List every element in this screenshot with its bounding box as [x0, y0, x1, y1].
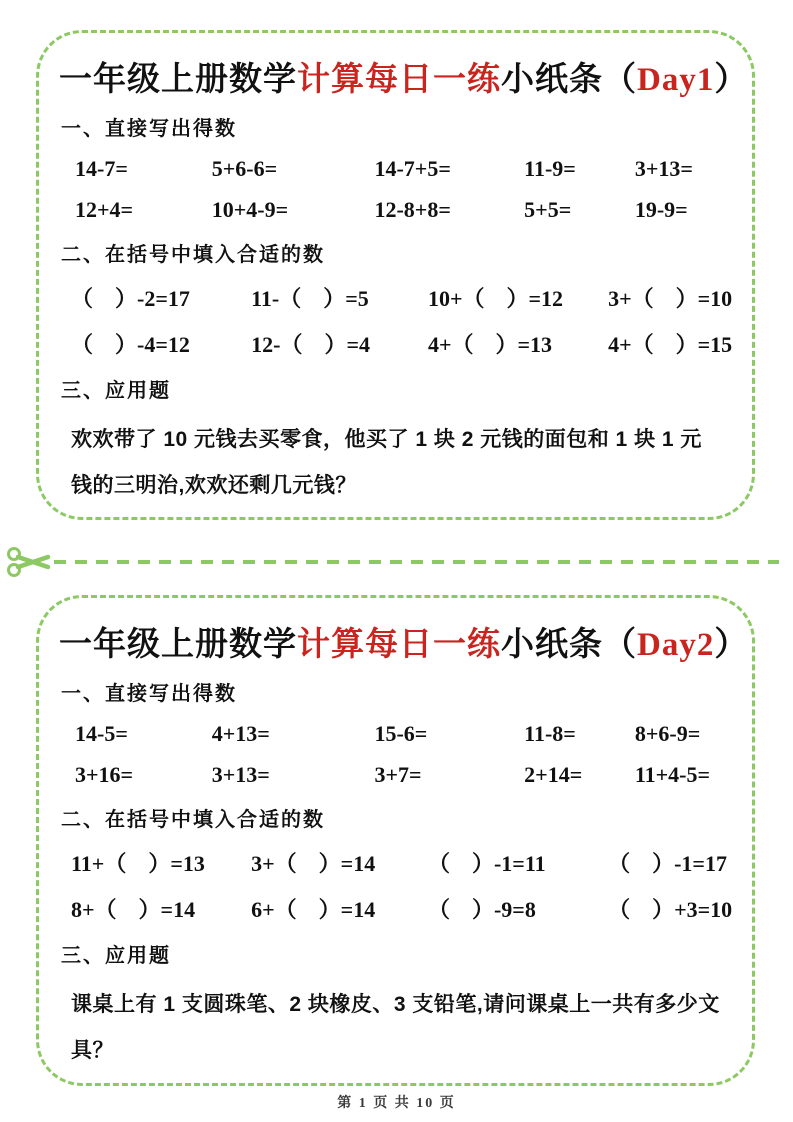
- math-problem: 5+6-6=: [211, 156, 278, 181]
- section1-heading: 一、直接写出得数: [61, 118, 237, 140]
- math-problem: 12-（ ）=4: [251, 332, 370, 357]
- math-problem: （ ）-4=12: [71, 332, 190, 357]
- word-problem-text: 欢欢带了 10 元钱去买零食，他买了 1 块 2 元钱的面包和 1 块 1 元钱的三明治,欢欢还剩几元钱？: [71, 428, 702, 497]
- math-problem: 8+（ ）=14: [71, 897, 196, 922]
- problem-row: [59, 282, 733, 313]
- title-highlight-text: 计算每日一练: [297, 627, 501, 663]
- math-problem: 12-8+8=: [374, 197, 451, 222]
- section1-heading: 一、直接写出得数: [61, 683, 237, 705]
- section3-heading: 三、应用题: [61, 945, 171, 967]
- title-paren-close: ）: [714, 62, 749, 98]
- cut-divider: [0, 544, 793, 580]
- math-problem: 10+4-9=: [211, 197, 289, 222]
- math-problem: 3+（ ）=10: [608, 286, 733, 311]
- section2-heading: 二、在括号中填入合适的数: [61, 244, 325, 266]
- math-problem: 3+13=: [634, 156, 693, 181]
- math-problem: （ ）-1=11: [427, 851, 546, 876]
- math-problem: 11-（ ）=5: [251, 286, 369, 311]
- problem-row: [59, 762, 726, 788]
- title-paren-open: （: [603, 62, 637, 98]
- math-problem: （ ）-2=17: [71, 286, 190, 311]
- card-title: [59, 618, 749, 665]
- scissors-icon: [6, 544, 52, 580]
- problem-row: [59, 197, 726, 223]
- title-paren-open: （: [603, 627, 637, 663]
- worksheet-card-day2: [36, 595, 755, 1086]
- math-problem: 10+（ ）=12: [427, 286, 564, 311]
- title-suffix-text: 小纸条: [501, 62, 603, 98]
- worksheet-card-day1: [36, 30, 755, 520]
- problem-row: [59, 156, 726, 182]
- math-problem: 11+4-5=: [634, 762, 711, 787]
- card-title: [59, 53, 749, 100]
- word-problem-text: 课桌上有 1 支圆珠笔、2 块橡皮、3 支铅笔,请问课桌上一共有多少文具？: [71, 993, 720, 1062]
- title-day-label: Day1: [637, 62, 715, 98]
- math-problem: 3+16=: [75, 762, 134, 787]
- math-problem: 3+13=: [211, 762, 270, 787]
- math-problem: 11-9=: [524, 156, 576, 181]
- section2-heading: 二、在括号中填入合适的数: [61, 809, 325, 831]
- math-problem: 15-6=: [374, 721, 428, 746]
- math-problem: 14-5=: [75, 721, 128, 746]
- math-problem: 19-9=: [634, 197, 688, 222]
- title-suffix-text: 小纸条: [501, 627, 603, 663]
- math-problem: 11-8=: [524, 721, 576, 746]
- math-problem: 11+（ ）=13: [71, 851, 205, 876]
- math-problem: 5+5=: [524, 197, 572, 222]
- math-problem: 12+4=: [75, 197, 134, 222]
- title-day-label: Day2: [637, 627, 715, 663]
- problem-row: [59, 893, 733, 924]
- math-problem: 14-7=: [75, 156, 128, 181]
- title-grade-text: 一年级上册数学: [59, 627, 297, 663]
- cut-dashed-line: [54, 560, 779, 564]
- problem-row: [59, 847, 726, 878]
- math-problem: 4+13=: [211, 721, 270, 746]
- title-grade-text: 一年级上册数学: [59, 62, 297, 98]
- title-highlight-text: 计算每日一练: [297, 62, 501, 98]
- math-problem: 4+（ ）=13: [427, 332, 553, 357]
- math-problem: 2+14=: [524, 762, 583, 787]
- math-problem: 3+7=: [374, 762, 422, 787]
- math-problem: 3+（ ）=14: [251, 851, 376, 876]
- math-problem: （ ）+3=10: [608, 897, 733, 922]
- page-footer: 第 1 页 共 10 页: [337, 1096, 456, 1111]
- problem-row: [59, 328, 733, 359]
- problem-row: [59, 721, 726, 747]
- math-problem: （ ）-1=17: [608, 851, 727, 876]
- math-problem: 14-7+5=: [374, 156, 451, 181]
- title-paren-close: ）: [714, 627, 749, 663]
- math-problem: 6+（ ）=14: [251, 897, 376, 922]
- section3-heading: 三、应用题: [61, 380, 171, 402]
- math-problem: 4+（ ）=15: [608, 332, 733, 357]
- math-problem: （ ）-9=8: [427, 897, 536, 922]
- math-problem: 8+6-9=: [634, 721, 701, 746]
